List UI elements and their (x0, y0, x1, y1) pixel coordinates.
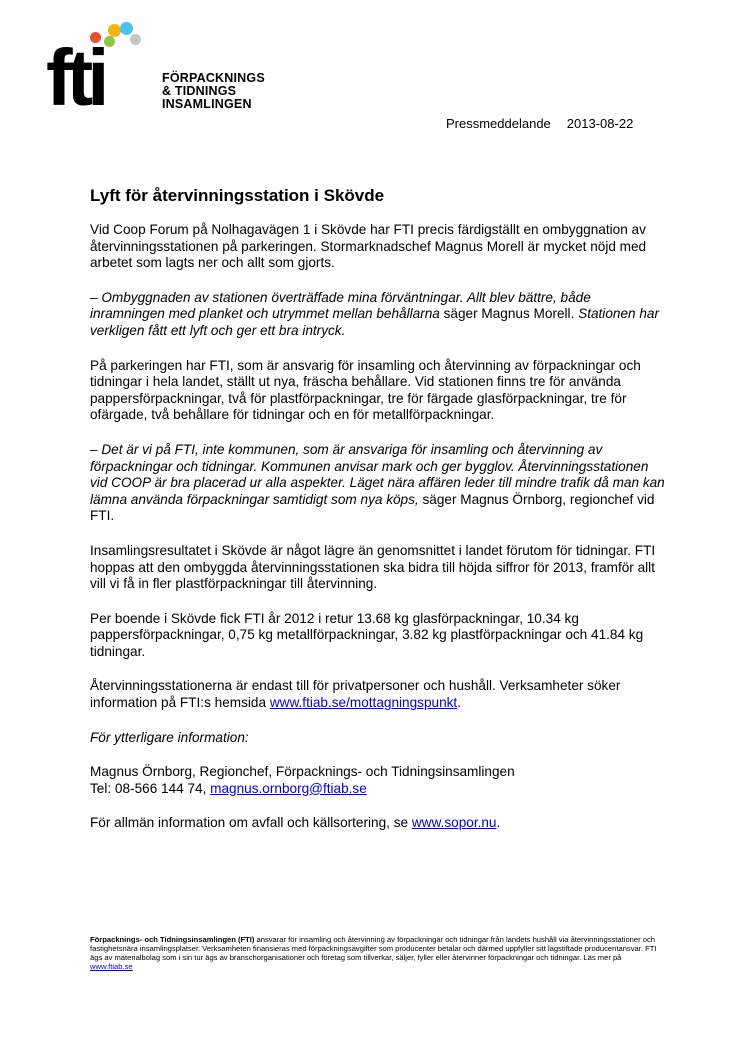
logo-dot-green (104, 36, 115, 47)
period: . (457, 695, 461, 711)
paragraph-intro: Vid Coop Forum på Nolhagavägen 1 i Skövde har FTI precis färdigställt en ombyggnation av återvinningsstationen på parkeringen. Stormarknadschef Magnus Morell är mycket nöjd med arbetet som lagts ner och allt som gjorts. (90, 222, 647, 271)
page-title: Lyft för återvinningsstation i Skövde (90, 186, 385, 205)
press-release-header (446, 116, 633, 131)
paragraph-results: Insamlingsresultatet i Skövde är något lägre än genomsnittet i landet förutom för tidningar. FTI hoppas att den ombyggda återvinningsstationen ska bidra till höjda siffror för 2013, framför allt vill vi få in fler plastförpackningar till återvinning. (90, 542, 656, 592)
quote-part-a: – Ombyggnaden av stationen överträffade mina förväntningar. Allt blev bättre, både inramningen med planket och utrymmet mellan behållarna (90, 289, 591, 322)
logo-dot-blue (120, 22, 133, 35)
logo-mark: fti (46, 33, 104, 122)
paragraph-containers: På parkeringen har FTI, som är ansvarig för insamling och återvinning av förpackningar och tidningar i hela landet, ställt ut nya, fräscha behållare. Vid stationen finns tre för använda pappersförpackningar, två för plastförpackningar, tre för färgade glasförpackningar, tre för ofärgade, två behållare för tidningar och en för metallförpackningar. (90, 357, 641, 423)
contact-email-link[interactable]: magnus.ornborg@ftiab.se (210, 780, 367, 796)
article-body (90, 222, 665, 850)
paragraph-general-info (90, 815, 665, 832)
contact-phone: Tel: 08-566 144 74, (90, 780, 211, 796)
doc-type: Pressmeddelande (446, 116, 551, 131)
logo-word-2: & TIDNINGS (162, 84, 237, 98)
quote-attribution: säger Magnus Morell. (439, 306, 579, 322)
mottagningspunkt-link[interactable]: www.ftiab.se/mottagningspunkt (269, 695, 458, 711)
quote-attribution: säger Magnus Örnborg, regionchef vid FTI. (90, 491, 655, 524)
paragraph-businesses (90, 678, 665, 711)
footer-org-name: Förpacknings- och Tidningsinsamlingen (FTI) (90, 935, 255, 944)
footer-ftiab-link[interactable]: www.ftiab.se (90, 962, 133, 972)
contact-block (90, 764, 665, 797)
more-info-heading: För ytterligare information: (90, 729, 249, 745)
paragraph-quote-morell (90, 290, 665, 340)
paragraph-quote-ornborg (90, 442, 665, 525)
release-date: 2013-08-22 (566, 116, 634, 131)
paragraph-statistics: Per boende i Skövde fick FTI år 2012 i retur 13.68 kg glasförpackningar, 10.34 kg pappersförpackningar, 0,75 kg metallförpackningar, 3.82 kg plastförpackningar och 41.84 kg tidningar. (90, 610, 644, 659)
sopor-link[interactable]: www.sopor.nu (411, 815, 497, 831)
logo-word-3: INSAMLINGEN (162, 97, 252, 111)
fti-logo (46, 20, 286, 120)
logo-word-1: FÖRPACKNINGS (162, 71, 265, 85)
businesses-text: Återvinningsstationerna är endast till för privatpersoner och hushåll. Verksamheter söker information på FTI:s hemsida (90, 678, 621, 711)
contact-name: Magnus Örnborg, Regionchef, Förpacknings- och Tidningsinsamlingen (90, 764, 515, 780)
quote-text: – Det är vi på FTI, inte kommunen, som är ansvariga för insamling och återvinning av förpackningar och tidningar. Kommunen anvisar mark och ger bygglov. Återvinningsstationen vid COOP är bra placerad ur alla aspekter. Läget nära affären leder till mindre trafik då man kan lämna använda förpackningar samtidigt som nya köps, (90, 441, 665, 507)
period: . (496, 815, 501, 831)
logo-wordmark (162, 72, 265, 111)
general-info-text: För allmän information om avfall och källsortering, se (90, 815, 412, 831)
logo-dot-grey (130, 34, 141, 45)
footer-about (90, 935, 665, 971)
quote-part-b: Stationen har verkligen fått ett lyft och ger ett bra intryck. (90, 306, 659, 338)
footer-text: ansvarar för insamling och återvinning av förpackningar och tidningar från landets hushåll via återvinningsstationer och fastighetsnära insamlingsplatser. Verksamheten finansieras med förpackningsavgifter som producenter betalar och därmed uppfyller sitt lagstiftade producentansvar. FTI ägs av materialbolag som i sin tur ägs av branschorganisationer och företag som tillverkar, säljer, fyller eller återvinner förpackningar och tidningar. Läs mer på (90, 935, 657, 963)
